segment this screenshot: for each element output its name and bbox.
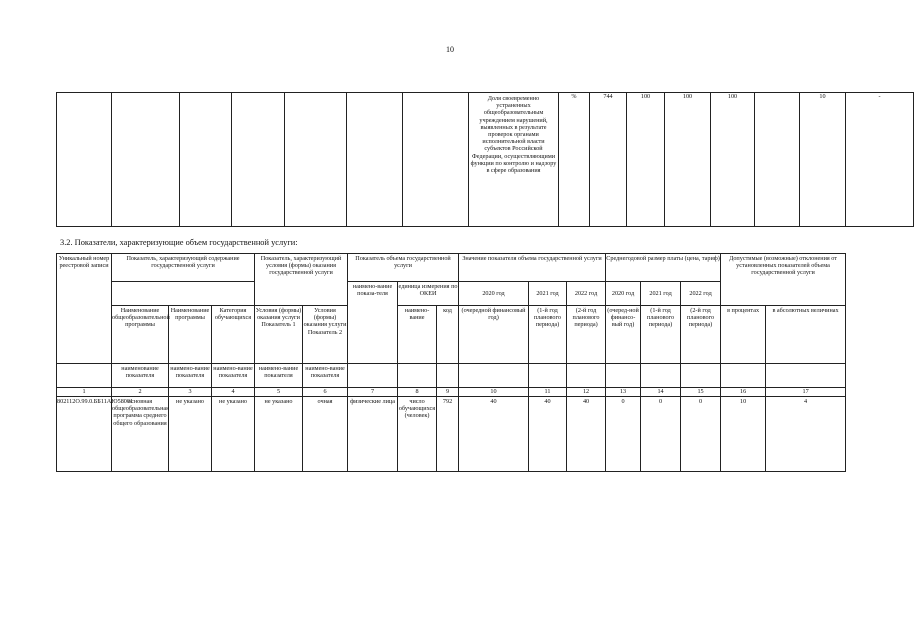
col-number: 12 (567, 388, 606, 397)
header-program-kind: Наименование программы (169, 306, 212, 364)
table-row (57, 397, 846, 472)
value-2022: 40 (567, 397, 606, 472)
subheader-ind-name-2: наименование показателя (112, 364, 169, 388)
cond1-cell: не указано (255, 397, 303, 472)
registry-number: 802112О.99.0.ББ11АЮ58001 (57, 397, 112, 472)
fee-2021: 0 (641, 397, 681, 472)
header-year-2020: 2020 год (459, 282, 529, 306)
quality-indicators-table (56, 92, 914, 227)
header-fee-year-2021: 2021 год (641, 282, 681, 306)
col-number: 3 (169, 388, 212, 397)
unit-cell: % (559, 93, 590, 227)
header-fee-year-2022: 2022 год (681, 282, 721, 306)
header-volume-value: Значение показателя объема государственной услуги (459, 254, 606, 282)
col-number: 11 (529, 388, 567, 397)
header-indicator-name: наимено-вание показа-теля (348, 282, 398, 364)
kind-cell: не указано (169, 397, 212, 472)
header-cond-1: Условия (формы) оказания услуги Показатель 1 (255, 306, 303, 364)
cond2-cell: очная (303, 397, 348, 472)
col-number: 17 (766, 388, 846, 397)
deviation-abs: 4 (766, 397, 846, 472)
deviation-percent: 10 (721, 397, 766, 472)
col-number: 8 (398, 388, 437, 397)
value-2022: 100 (711, 93, 755, 227)
header-avg-fee: Среднегодовой размер платы (цена, тариф) (606, 254, 721, 282)
header-fy-1: (1-й год планового периода) (529, 306, 567, 364)
page-number: 10 (446, 45, 454, 54)
subheader-ind-name-4: наимено-вание показателя (212, 364, 255, 388)
col-number: 9 (437, 388, 459, 397)
col-number: 14 (641, 388, 681, 397)
col-number: 7 (348, 388, 398, 397)
col-number: 10 (459, 388, 529, 397)
header-year-2022: 2022 год (567, 282, 606, 306)
header-row (57, 306, 846, 364)
col-number: 4 (212, 388, 255, 397)
column-numbers-row (57, 388, 846, 397)
header-fee-fy-1: (1-й год планового периода) (641, 306, 681, 364)
header-year-2021: 2021 год (529, 282, 567, 306)
col-number: 6 (303, 388, 348, 397)
header-allowed-deviation: Допустимые (возможные) отклонения от установленных показателей объема государственной услуги (721, 254, 846, 306)
subheader-ind-name-3: наимено-вание показателя (169, 364, 212, 388)
subheader-ind-name-5: наимено-вание показателя (255, 364, 303, 388)
value-2020: 100 (627, 93, 665, 227)
indicator-cell: физические лица (348, 397, 398, 472)
header-cond-2: Условия (формы) оказания услуги Показатель 2 (303, 306, 348, 364)
header-content: Показатель, характеризующий содержание государственной услуги (112, 254, 255, 282)
col-number: 2 (112, 388, 169, 397)
col-number: 5 (255, 388, 303, 397)
volume-indicators-table (56, 253, 846, 472)
indicator-text: Доля своевременно устраненных общеобразовательным учреждением нарушений, выявленных в результате проверок органами исполнительной власти субъектов Российской Федерации, осуществляющими функции по контролю и надзору в сфере образования (469, 93, 559, 227)
value-2020: 40 (459, 397, 529, 472)
subheader-ind-name-6: наимено-вание показателя (303, 364, 348, 388)
header-conditions: Показатель, характеризующий условия (формы) оказания государственной услуги (255, 254, 348, 306)
code-cell: 792 (437, 397, 459, 472)
section-heading: 3.2. Показатели, характеризующие объем государственной услуги: (60, 238, 298, 247)
value-2021: 40 (529, 397, 567, 472)
header-fy-2: (2-й год планового периода) (567, 306, 606, 364)
header-student-category: Категория обучающихся (212, 306, 255, 364)
header-unit-name: наимено-вание (398, 306, 437, 364)
unit-cell: число обучающихся (человек) (398, 397, 437, 472)
fee-2022: 0 (681, 397, 721, 472)
value-2021: 100 (665, 93, 711, 227)
col-number: 16 (721, 388, 766, 397)
header-fee-year-2020: 2020 год (606, 282, 641, 306)
deviation-percent: 10 (800, 93, 846, 227)
code-cell: 744 (590, 93, 627, 227)
table-row (57, 93, 914, 227)
header-fee-fy-current: (очеред-ной финансо-вый год) (606, 306, 641, 364)
header-fee-fy-2: (2-й год планового периода) (681, 306, 721, 364)
header-row (57, 254, 846, 282)
col-number: 15 (681, 388, 721, 397)
header-unit-okei: единица измерения по ОКЕИ (398, 282, 459, 306)
header-unit-code: код (437, 306, 459, 364)
deviation-abs: - (846, 93, 914, 227)
category-cell: не указано (212, 397, 255, 472)
header-program-name: Наименование общеобразовательной программы (112, 306, 169, 364)
program-cell: основная общеобразовательная программа среднего общего образования (112, 397, 169, 472)
header-row (57, 364, 846, 388)
header-in-percent: в процентах (721, 306, 766, 364)
header-fy-current: (очередной финансовый год) (459, 306, 529, 364)
col-number: 1 (57, 388, 112, 397)
fee-2020: 0 (606, 397, 641, 472)
header-unique-number: Уникальный номер реестровой записи (57, 254, 112, 364)
header-volume: Показатель объема государственной услуги (348, 254, 459, 282)
header-in-abs: в абсолютных величинах (766, 306, 846, 364)
col-number: 13 (606, 388, 641, 397)
